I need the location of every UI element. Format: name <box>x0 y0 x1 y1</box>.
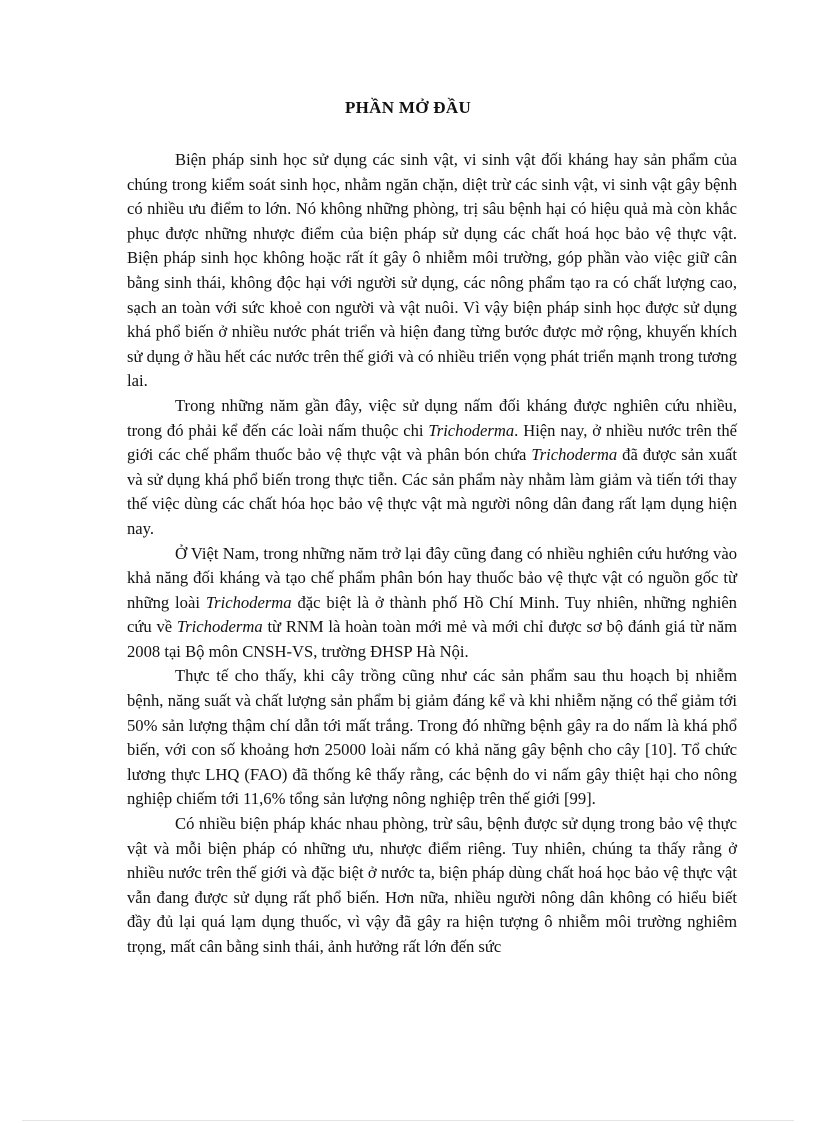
italic-term: Trichoderma <box>205 592 292 612</box>
text-run: từ RNM là hoàn toàn mới mẻ và mới chỉ được sơ bộ đánh giá từ năm 2008 tại Bộ môn CNSH-VS, trường ĐHSP Hà Nội. <box>127 617 738 661</box>
page-title: PHẦN MỞ ĐẦU <box>344 98 472 117</box>
paragraph-1 <box>127 148 737 394</box>
paragraph-2 <box>127 394 737 542</box>
italic-term: Trichoderma <box>176 617 263 637</box>
text-run: . Hiện nay, ở nhiều nước trên thế giới các chế phẩm thuốc bảo vệ thực vật và phân bón chứa <box>127 420 737 465</box>
text-run: đã được sản xuất và sử dụng khá phổ biến trong thực tiễn. Các sản phẩm này nhằm làm giảm và tiến tới thay thế việc dùng các chất hóa học bảo vệ thực vật mà người nông dân đang rất lạm dụng hiện nay. <box>127 445 737 538</box>
text-run: đặc biệt là ở thành phố Hồ Chí Minh. Tuy nhiên, những nghiên cứu về <box>127 592 737 637</box>
body-text <box>127 148 737 960</box>
text-run: Biện pháp sinh học sử dụng các sinh vật, vi sinh vật đối kháng hay sản phẩm của chúng trong kiểm soát sinh học, nhằm ngăn chặn, diệt trừ các sinh vật, vi sinh vật gây bệnh có nhiều ưu điểm to lớn. Nó không những phòng, trị sâu bệnh hại có hiệu quả mà còn khắc phục được những nhược điểm của biện pháp sử dụng các chất hoá học bảo vệ thực vật. Biện pháp sinh học không hoặc rất ít gây ô nhiễm môi trường, góp phần vào việc giữ cân bằng sinh thái, không độc hại với người sử dụng, các nông phẩm tạo ra có chất lượng cao, sạch an toàn với sức khoẻ con người và vật nuôi. Vì vậy biện pháp sinh học được sử dụng khá phổ biến ở nhiều nước phát triển và hiện đang từng bước được mở rộng, khuyến khích sử dụng ở hầu hết các nước trên thế giới và có nhiều triển vọng phát triển mạnh trong tương lai. <box>127 150 737 391</box>
italic-term: Trichoderma <box>531 445 618 465</box>
text-run: Thực tế cho thấy, khi cây trồng cũng như các sản phẩm sau thu hoạch bị nhiễm bệnh, năng suất và chất lượng sản phẩm bị giảm đáng kể và khi nhiễm nặng có thể giảm tới 50% sản lượng thậm chí dẫn tới mất trắng. Trong đó những bệnh gây ra do nấm là khá phổ biến, với con số khoảng hơn 25000 loài nấm có khả năng gây bệnh cho cây [10]. Tổ chức lương thực LHQ (FAO) đã thống kê thấy rằng, các bệnh do vi nấm gây thiệt hại cho nông nghiệp chiếm tới 11,6% tổng sản lượng nông nghiệp trên thế giới [99]. <box>127 666 737 809</box>
text-run: Có nhiều biện pháp khác nhau phòng, trừ sâu, bệnh được sử dụng trong bảo vệ thực vật và mỗi biện pháp có những ưu, nhược điểm riêng. Tuy nhiên, chúng ta thấy rằng ở nhiều nước trên thế giới và đặc biệt ở nước ta, biện pháp dùng chất hoá học bảo vệ thực vật vẫn đang được sử dụng rất phổ biến. Hơn nữa, nhiều người nông dân không có hiểu biết đầy đủ lại quá lạm dụng thuốc, vì vậy đã gây ra hiện tượng ô nhiễm môi trường nghiêm trọng, mất cân bằng sinh thái, ảnh hưởng rất lớn đến sức <box>127 814 737 956</box>
paragraph-4 <box>127 664 737 812</box>
paragraph-3 <box>127 542 737 665</box>
paragraph-5 <box>127 812 737 960</box>
page-bottom-divider <box>22 1120 794 1121</box>
text-run: Ở Việt Nam, trong những năm trở lại đây cũng đang có nhiều nghiên cứu hướng vào khả năng đối kháng và tạo chế phẩm phân bón hay thuốc bảo vệ thực vật có nguồn gốc từ những loài <box>127 543 737 612</box>
text-run: Trong những năm gần đây, việc sử dụng nấm đối kháng được nghiên cứu nhiều, trong đó phải kể đến các loài nấm thuộc chi <box>127 395 737 440</box>
italic-term: Trichoderma <box>428 420 515 440</box>
